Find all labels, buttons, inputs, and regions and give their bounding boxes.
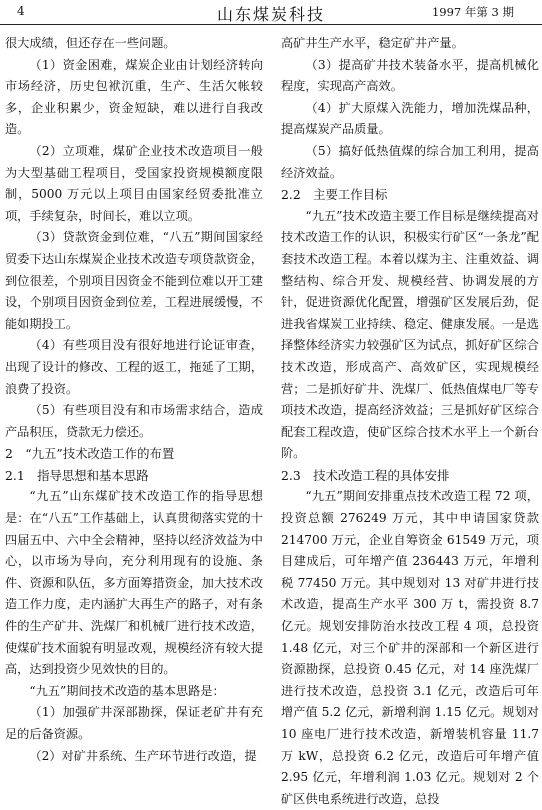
body-paragraph: （4）有些项目没有很好地进行论证审查，出现了设计的修改、工程的返工，拖延了工期，浪费了投资。 — [5, 338, 263, 396]
body-paragraph: （5）有些项目没有和市场需求结合，造成产品积压，贷款无力偿还。 — [5, 403, 263, 439]
section-heading: 2.2 主要工作目标 — [281, 187, 388, 203]
right-column — [281, 33, 539, 810]
body-paragraph: “九五”山东煤矿技术改造工作的指导思想是：在“八五”工作基础上，认真贯彻落实党的十四届五中、六中全会精神，坚持以经济效益为中心，以市场为导向，充分利用现有的设施、条件、资源和队伍，多方面筹措资金，加大技术改造工作力度，走内涵扩大再生产的路子，对有条件的生产矿井、洗煤厂和机械厂进行技术改造，使煤矿技术面貌有明显改观，规模经济有较大提高，达到投资少见效快的目的。 — [5, 489, 263, 677]
body-paragraph: “九五”技术改造主要工作目标是继续提高对技术改造工作的认识，积极实行矿区“一条龙”配套技术改造工程。本着以煤为主、注重效益、调整结构、综合开发、规模经营、协调发展的方针，促进资源优化配置，增强矿区发展后劲，促进我省煤炭工业持续、稳定、健康发展。一是选择整体经济实力较强矿区为试点，抓好矿区综合技术改造，形成高产、高效矿区，实现规模经营；二是抓好矿井、洗煤厂、低热值煤电厂等专项技术改造，提高经济效益；三是抓好矿区综合配套工程改造，使矿区综合技术水平上一个新台阶。 — [281, 208, 539, 461]
body-paragraph: （2）对矿井系统、生产环节进行改造，提 — [29, 748, 257, 763]
journal-title: 山东煤炭科技 — [216, 5, 325, 24]
body-paragraph: 高矿井生产水平，稳定矿井产量。 — [281, 36, 464, 50]
body-paragraph: “九五”期间安排重点技术改造工程 72 项，投资总额 276249 万元，其中申请国家贷款 214700 万元，企业自筹资金 61549 万元，项目建成后，可年增产值 236443 万元，年增利税 77450 万元。其中规划对 13 对矿井进行技术改造，提高生产水平 300 万 t，需投资 8.7 亿元。规划安排防治水技改工程 4 项，总投资 1.48 亿元，对三个矿井的深部和一个新区进行资源勘探，总投资 0.45 亿元，对 14 座洗煤厂进行技术改造，总投资 3.1 亿元，改造后可年增产值 5.2 亿元，新增利润 1.15 亿元。规划对 10 座电厂进行技术改造，新增装机容量 11.7 万 kW，总投资 6.2 亿元，改造后可年增产值 2.95 亿元，年增利润 1.03 亿元。规划对 2 个矿区供电系统进行改造，总投 — [281, 489, 539, 806]
body-paragraph: （3）贷款资金到位难，“八五”期间国家经贸委下达山东煤炭企业技术改造专项贷款资金，到位很差，个别项目因资金不能到位难以开工建设，个别项目因资金到位差，工程进展缓慢，不能如期投工。 — [5, 230, 263, 331]
page-header — [0, 0, 542, 25]
body-paragraph: “九五”期间技术改造的基本思路是： — [29, 683, 225, 698]
left-column — [5, 33, 263, 767]
page-number: 4 — [17, 4, 25, 18]
section-heading: 2.1 指导思想和基本思路 — [5, 467, 149, 483]
section-heading: 2 “九五”技术改造工作的布置 — [5, 446, 175, 462]
body-paragraph: （2）立项难，煤矿企业技术改造项目一般为大型基础工程项目，受国家投资规模额度限制，5000 万元以上项目由国家经贸委批准立项，手续复杂，时间长，难以立项。 — [5, 143, 263, 223]
body-paragraph: 很大成绩，但还存在一些问题。 — [5, 36, 176, 50]
body-paragraph: （1）资金困难，煤炭企业由计划经济转向市场经济，历史包袱沉重，生产、生活欠帐较多，企业积累少，资金短缺，难以进行自我改造。 — [5, 57, 263, 137]
body-paragraph: （4）扩大原煤入洗能力，增加洗煤品种，提高煤炭产品质量。 — [281, 100, 539, 137]
body-paragraph: （3）提高矿井技术装备水平，提高机械化程度，实现高产高效。 — [281, 57, 539, 94]
body-paragraph: （1）加强矿井深部勘探，保证老矿井有充足的后备资源。 — [5, 705, 263, 741]
section-heading: 2.3 技术改造工程的具体安排 — [281, 467, 450, 483]
issue-label: 1997 年第 3 期 — [431, 5, 514, 19]
body-paragraph: （5）搞好低热值煤的综合加工利用，提高经济效益。 — [281, 143, 539, 180]
